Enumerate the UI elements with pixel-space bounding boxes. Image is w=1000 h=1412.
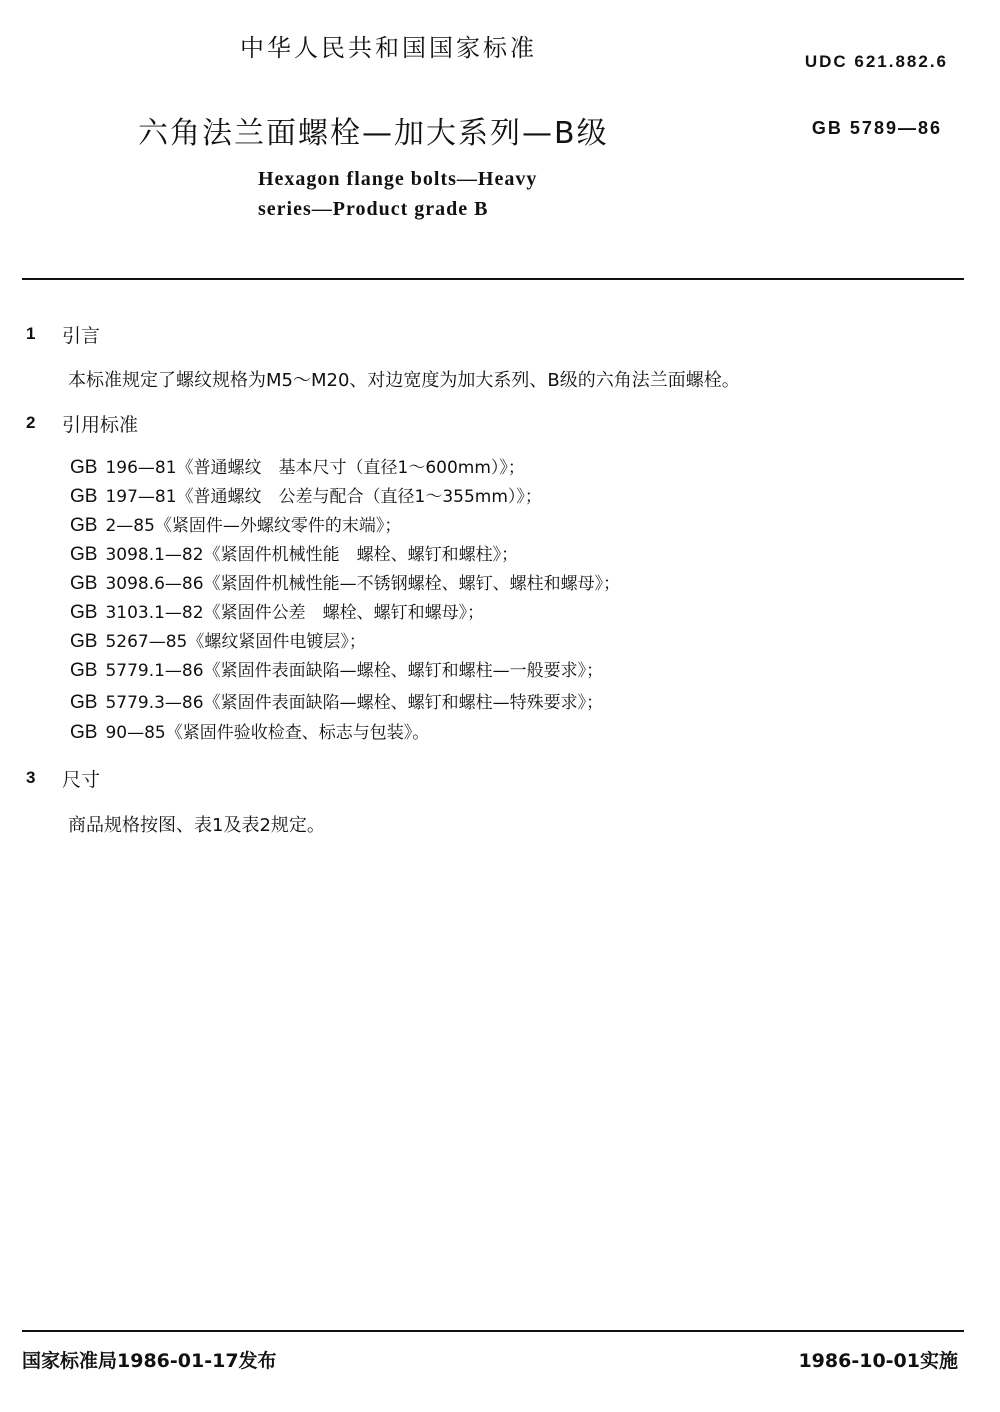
reference-item: GB 90—85《紧固件验收检查、标志与包装》。 [70,722,430,743]
section-2-number: 2 [26,413,36,432]
national-standard-heading: 中华人民共和国国家标准 [240,34,537,62]
reference-item: GB 196—81《普通螺纹 基本尺寸（直径1～600mm）》； [70,457,525,478]
reference-item: GB 2—85《紧固件—外螺纹零件的末端》； [70,515,402,536]
effective-date: 1986-10-01实施 [798,1350,958,1372]
reference-item: GB 5779.1—86《紧固件表面缺陷—螺栓、螺钉和螺柱—一般要求》； [70,660,604,681]
header-divider [22,278,964,280]
section-1-title: 引言 [62,325,101,347]
reference-item: GB 3098.6—86《紧固件机械性能—不锈钢螺栓、螺钉、螺柱和螺母》； [70,573,621,594]
document-title-en-line1: Hexagon flange bolts—Heavy [258,168,538,190]
section-3-title: 尺寸 [62,769,101,791]
reference-item: GB 3103.1—82《紧固件公差 螺栓、螺钉和螺母》； [70,602,485,623]
section-3-text: 商品规格按图、表1及表2规定。 [68,815,325,836]
footer-divider [22,1330,964,1332]
section-1-text: 本标准规定了螺纹规格为M5～M20、对边宽度为加大系列、B级的六角法兰面螺栓。 [68,370,740,391]
reference-item: GB 3098.1—82《紧固件机械性能 螺栓、螺钉和螺柱》； [70,544,519,565]
issue-date: 国家标准局1986-01-17发布 [22,1350,277,1372]
section-3-number: 3 [26,768,36,787]
document-title-zh: 六角法兰面螺栓—加大系列—B级 [138,116,609,151]
reference-item: GB 5779.3—86《紧固件表面缺陷—螺栓、螺钉和螺柱—特殊要求》； [70,692,604,713]
udc-code: UDC 621.882.6 [804,52,948,71]
gb-number: GB 5789—86 [811,118,942,138]
section-2-title: 引用标准 [62,414,139,436]
section-1-number: 1 [26,324,36,343]
document-title-en-line2: series—Product grade B [258,198,489,220]
reference-item: GB 5267—85《螺纹紧固件电镀层》； [70,631,366,652]
reference-item: GB 197—81《普通螺纹 公差与配合（直径1～355mm）》； [70,486,542,507]
